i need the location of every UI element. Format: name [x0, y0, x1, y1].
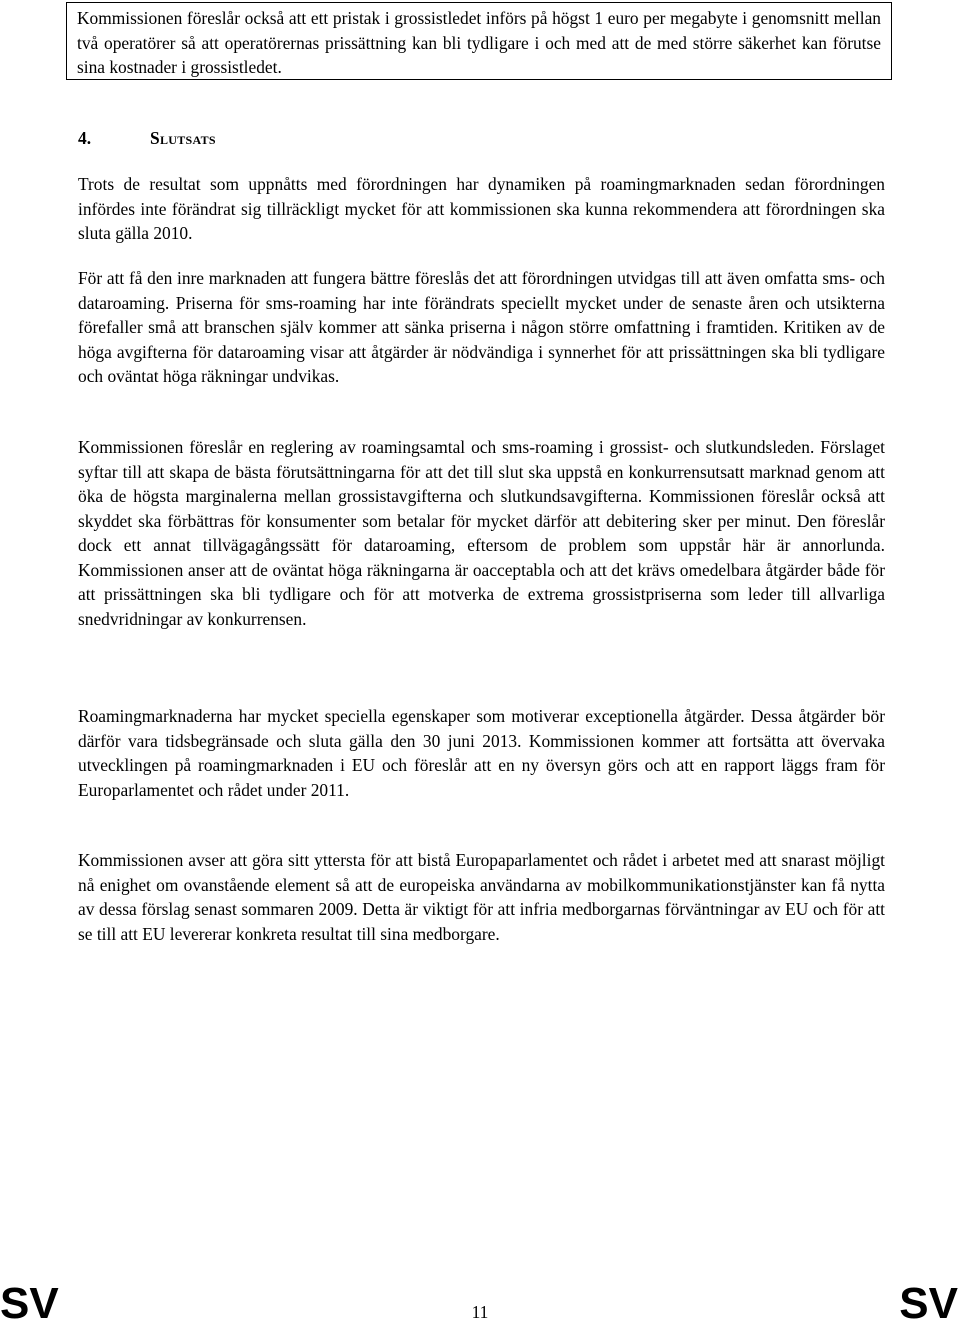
paragraph: Kommissionen avser att göra sitt yttersta för att bistå Europaparlamentet och rådet i arbetet med att snarast möjligt nå enighet om ovanstående element så att de europeiska användarna av mobilkommunikationstjänster kan få nytta av dessa förslag senast sommaren 2009. Detta är viktigt för att infria medborgarnas förväntningar av EU och för att se till att EU levererar konkreta resultat till sina medborgare.	[78, 850, 885, 944]
section-number: 4.	[78, 128, 92, 148]
footer-language-left: SV	[0, 1279, 59, 1328]
section-heading	[78, 126, 216, 150]
paragraph: Kommissionen föreslår en reglering av roamingsamtal och sms-roaming i grossist- och slutkundsleden. Förslaget syftar till att skapa de bästa förutsättningarna för att det till slut ska uppstå en konkurrensutsatt marknad genom att öka de högsta marginalerna mellan grossistavgifterna och slutkundsavgifterna. Kommissionen föreslår också att skyddet ska förbättras för konsumenter som betalar för mycket därför att debitering sker per minut. Den föreslår dock ett annat tillvägagångssätt för dataroaming, eftersom de problem som uppstår här är annorlunda. Kommissionen anser att de oväntat höga räkningarna är oacceptabla och att det krävs omedelbara åtgärder både för att prissättningen ska bli tydligare och för att motverka de extrema grossistpriserna som leder till allvarliga snedvridningar av konkurrensen.	[78, 437, 885, 629]
paragraph: Trots de resultat som uppnåtts med förordningen har dynamiken på roamingmarknaden sedan förordningen infördes inte förändrat sig tillräckligt mycket för att kommissionen ska kunna rekommendera att förordningen ska sluta gälla 2010.	[78, 174, 885, 243]
boxed-note	[66, 2, 892, 80]
footer-language-right: SV	[899, 1279, 958, 1328]
paragraph: För att få den inre marknaden att fungera bättre föreslås det att förordningen utvidgas till att även omfatta sms- och dataroaming. Priserna för sms-roaming har inte förändrats speciellt mycket under de senaste åren och utsikterna förefaller små att branschen själv kommer att sänka priserna i någon större omfattning i framtiden. Kritiken av de höga avgifterna för dataroaming visar att åtgärder är nödvändiga i synnerhet för att prissättningen ska bli tydligare och oväntat höga räkningar undvikas.	[78, 268, 885, 386]
section-title: Slutsats	[150, 128, 216, 148]
boxed-note-text: Kommissionen föreslår också att ett pristak i grossistledet införs på högst 1 euro per megabyte i genomsnitt mellan två operatörer så att operatörernas prissättning kan bli tydligare i och med att de med större säkerhet kan förutse sina kostnader i grossistledet.	[77, 8, 881, 77]
page-number: 11	[471, 1302, 489, 1322]
paragraph: Roamingmarknaderna har mycket speciella egenskaper som motiverar exceptionella åtgärder. Dessa åtgärder bör därför vara tidsbegränsade och sluta gälla den 30 juni 2013. Kommissionen kommer att fortsätta att övervaka utvecklingen på roamingmarknaden i EU och föreslår att en ny översyn görs och att en rapport läggs fram för Europarlamentet och rådet under 2011.	[78, 706, 885, 800]
